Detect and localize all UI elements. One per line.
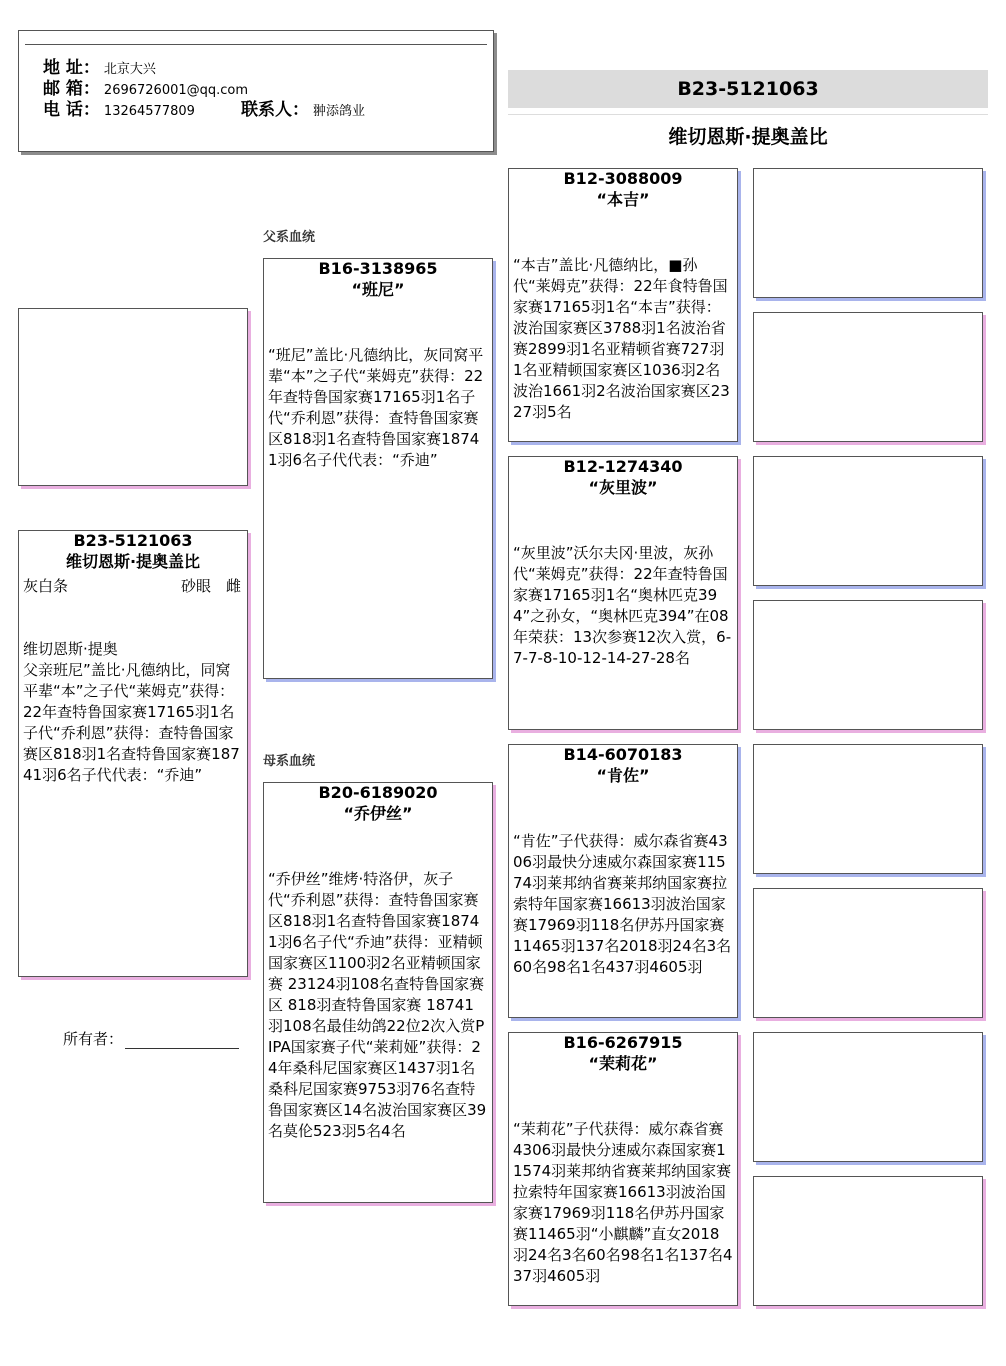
subject-color: 灰白条 [23, 577, 69, 595]
grandsire-maternal-card [508, 744, 738, 1018]
owner-label: 所有者： [63, 1030, 124, 1048]
gp-description: “茉莉花”子代获得：威尔森省赛4306羽最快分速威尔森国家赛11574羽莱邦纳省赛莱邦纳国家赛拉索特年国家赛16613羽波治国家赛17969羽118名伊苏丹国家赛11465羽“小麒麟”直女2018羽24名3名60名98名1名137名437羽4605羽 [513, 1120, 733, 1285]
contact-divider [25, 44, 487, 45]
dam-card [263, 782, 493, 1203]
sire-ring: B16-3138965 [318, 259, 438, 278]
dam-name: “乔伊丝” [343, 804, 413, 823]
granddam-maternal-card [508, 1032, 738, 1306]
dam-ring: B20-6189020 [318, 783, 438, 802]
subject-ring: B23-5121063 [73, 531, 193, 550]
owner-row [63, 1028, 239, 1049]
sire-name: “班尼” [351, 280, 405, 299]
ggp-box-5 [753, 744, 983, 874]
phone-value: 13264577809 [103, 104, 195, 119]
title-ring-number: B23-5121063 [677, 78, 819, 100]
phone-label: 电 话： [43, 100, 100, 120]
gp-description: “本吉”盖比·凡德纳比，■孙代“莱姆克”获得：22年食特鲁国家赛17165羽1名“本吉”获得：波治国家赛区3788羽1名波治省赛2899羽1名亚精顿省赛727羽1名亚精顿国家赛区1036羽2名波治1661羽2名波治国家赛区2327羽5名 [513, 256, 730, 421]
subject-eye-sex: 砂眼 雌 [180, 577, 241, 595]
contact-box [18, 30, 494, 152]
gp-ring: B14-6070183 [563, 745, 683, 764]
owner-signature-line[interactable] [125, 1034, 239, 1049]
granddam-paternal-card [508, 456, 738, 730]
subject-card [18, 530, 248, 977]
gp-name: “灰里波” [588, 478, 658, 497]
ggp-box-2 [753, 312, 983, 442]
address-label: 地 址： [43, 58, 100, 78]
contact-name: 翀添鸽业 [313, 104, 366, 119]
dam-description: “乔伊丝”维烤·特洛伊，灰子代“乔利恩”获得：查特鲁国家赛区818羽1名查特鲁国家赛18741羽6名子代“乔迪”获得：亚精顿国家赛区1100羽2名亚精顿国家赛 23124羽108名查特鲁国家赛区 818羽查特鲁国家赛 18741羽108名最佳幼鸽22位2次入赏PIPA国家赛子代“莱莉娅”获得：24年桑科尼国家赛区1437羽1名桑科尼国家赛9753羽76名查特鲁国家赛区14名波治国家赛区39名莫伦523羽5名4名 [268, 870, 487, 1140]
title-pigeon-name: 维切恩斯·提奥盖比 [668, 126, 828, 148]
gp-description: “肯佐”子代获得：威尔森省赛4306羽最快分速威尔森国家赛11574羽莱邦纳省赛莱邦纳国家赛拉索特年国家赛16613羽波治国家赛17969羽118名伊苏丹国家赛11465羽137名2018羽24名3名60名98名1名437羽4605羽 [513, 832, 732, 976]
gp-name: “肯佐” [596, 766, 650, 785]
ggp-box-3 [753, 456, 983, 586]
ggp-box-7 [753, 1032, 983, 1162]
title-divider [508, 114, 988, 115]
sire-line-label: 父系血统 [263, 230, 316, 245]
dam-line-label: 母系血统 [263, 754, 316, 769]
email-label: 邮 箱： [43, 79, 100, 99]
grandsire-paternal-card [508, 168, 738, 442]
gp-ring: B12-1274340 [563, 457, 683, 476]
gp-ring: B12-3088009 [563, 169, 683, 188]
email-value: 2696726001@qq.com [103, 83, 249, 98]
contact-label: 联系人： [241, 100, 310, 120]
address-value: 北京大兴 [103, 62, 156, 77]
ggp-box-1 [753, 168, 983, 298]
gp-name: “茉莉花” [588, 1054, 658, 1073]
gp-name: “本吉” [596, 190, 650, 209]
phone-row [43, 95, 365, 120]
gp-description: “灰里波”沃尔夫冈·里波，灰孙代“莱姆克”获得：22年查特鲁国家赛17165羽1名“奥林匹克394”之孙女，“奥林匹克394”在08年荣获：13次参赛12次入赏，6-7-7-8-10-12-14-27-28名 [513, 544, 732, 667]
ggp-box-6 [753, 888, 983, 1018]
sire-card [263, 258, 493, 679]
subject-name: 维切恩斯·提奥盖比 [65, 552, 201, 571]
subject-description: 维切恩斯·提奥 父亲班尼”盖比·凡德纳比，同窝平辈“本”之子代“莱姆克”获得：22年查特鲁国家赛17165羽1名子代“乔利恩”获得：查特鲁国家赛区818羽1名查特鲁国家赛18741羽6名子代代表：“乔迪” [23, 640, 240, 784]
photo-box [18, 308, 248, 486]
ggp-box-8 [753, 1176, 983, 1306]
sire-description: “班尼”盖比·凡德纳比，灰同窝平辈“本”之子代“莱姆克”获得：22年查特鲁国家赛17165羽1名子代“乔利恩”获得：查特鲁国家赛区818羽1名查特鲁国家赛18741羽6名子代代表：“乔迪” [268, 346, 484, 469]
gp-ring: B16-6267915 [563, 1033, 683, 1052]
ggp-box-4 [753, 600, 983, 730]
